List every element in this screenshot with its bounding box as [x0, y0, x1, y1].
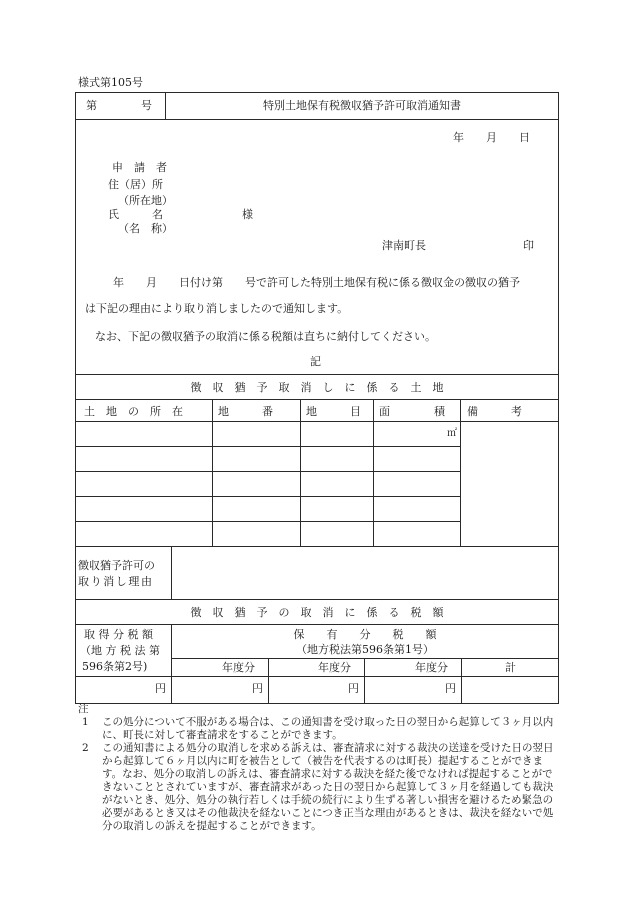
location-label: （所在地）: [118, 194, 173, 207]
land-row-line: [75, 471, 461, 472]
tax-year-bottom-line: [75, 676, 559, 677]
acq-label-3: 596条第2号): [82, 660, 148, 673]
year-col-1: 年度分: [222, 661, 255, 674]
body-line-2: は下記の理由により取り消しましたので通知します。: [85, 302, 349, 315]
land-row-line: [75, 446, 461, 447]
note-item: [78, 742, 558, 833]
yen-unit: 円: [155, 682, 166, 695]
land-header-divider: [75, 421, 559, 422]
acq-label-1: 取 得 分 税 額: [84, 628, 153, 641]
land-vdiv-4: [460, 399, 461, 546]
year-col-2: 年度分: [318, 661, 351, 674]
yen-unit: 円: [348, 682, 359, 695]
land-top-line: [75, 374, 559, 375]
note-text: この通知書による処分の取消しを求める訴えは、審査請求に対する裁決の送達を受けた日の翌日から起算して６ヶ月以内に町を被告として（被告を代表するのは町長）提起することができます。なお、処分の取消しの訴えは、審査請求に対する裁決を経た後でなければ提起することができないこととされていますが、審査請求があった日の翌日から起算して３ヶ月を経過しても裁決がないとき、処分、処分の執行若しくは手続の続行により生ずる著しい損害を避けるため緊急の必要があるとき又はその他裁決を経ないことにつき正当な理由があるときは、裁決を経ないで処分の取消しの訴えを提起することができます。: [102, 742, 554, 832]
area-unit: ㎡: [447, 428, 457, 439]
year-col-3: 年度分: [415, 661, 448, 674]
land-vdiv-1: [212, 399, 213, 546]
name-label: 氏 名: [108, 208, 163, 221]
reason-vdivider: [171, 546, 172, 599]
address-label: 住（居）所: [108, 178, 163, 191]
issuer-name: 津南町長: [382, 239, 426, 252]
acq-label-2: （地 方 税 法 第: [80, 644, 160, 657]
tax-vdiv-1: [268, 658, 269, 703]
notes-heading: 注: [78, 703, 89, 715]
col-remarks: 備 考: [467, 405, 522, 418]
yen-unit: 円: [252, 682, 263, 695]
form-number: 様式第105号: [78, 76, 143, 89]
body-line-1: 年 月 日付け第 号で許可した特別土地保有税に係る徴収金の徴収の猶予: [113, 276, 520, 289]
yen-unit: 円: [445, 682, 456, 695]
seal-mark: 印: [523, 239, 534, 252]
land-title-divider: [75, 399, 559, 400]
land-row-line: [75, 521, 461, 522]
land-section-title: 徴 収 猶 予 取 消 し に 係 る 土 地: [190, 381, 444, 394]
reason-label-2: 取り消し理由: [78, 575, 154, 588]
tax-vdiv-2: [364, 658, 365, 703]
col-lot-number: 地 番: [218, 405, 273, 418]
land-bottom-line: [75, 546, 559, 547]
hold-label: 保 有 分 税 額: [293, 628, 437, 641]
applicant-label: 申 請 者: [112, 161, 167, 174]
total-label: 計: [505, 661, 516, 674]
col-land-category: 地 目: [306, 405, 361, 418]
company-label: （名 称）: [118, 222, 173, 235]
tax-section-title: 徴 収 猶 予 の 取 消 に 係 る 税 額: [190, 606, 444, 619]
note-number: 1: [82, 716, 89, 728]
col-area: 面 積: [379, 405, 445, 418]
land-row-line: [75, 496, 461, 497]
border-top: [75, 92, 559, 93]
tax-vdiv-3: [461, 658, 462, 703]
header-divider: [75, 119, 559, 120]
reason-bottom-line: [75, 599, 559, 600]
reason-label-1: 徴収猶予許可の: [78, 559, 155, 572]
note-item: [78, 716, 558, 742]
number-label: 第 号: [86, 99, 152, 112]
body-line-3: なお、下記の徴収猶予の取消に係る税額は直ちに納付してください。: [95, 330, 436, 343]
hold-sub-label: （地方税法第596条第1号）: [296, 643, 434, 656]
tax-year-top-line: [171, 658, 559, 659]
tax-title-divider: [75, 624, 559, 625]
note-text: この処分について不服がある場合は、この通知書を受け取った日の翌日から起算して３ヶ月以内に、町長に対して審査請求をすることができます。: [102, 716, 554, 741]
land-vdiv-3: [373, 399, 374, 546]
date-line: 年 月 日: [453, 131, 530, 144]
col-location: 土 地 の 所 在: [84, 405, 183, 418]
page-title: 特別土地保有税徴収猶予許可取消通知書: [263, 99, 461, 112]
note-number: 2: [82, 742, 89, 754]
ki-mark: 記: [310, 355, 321, 368]
notes-section: [78, 703, 558, 833]
land-vdiv-2: [300, 399, 301, 546]
honorific: 様: [242, 208, 253, 221]
